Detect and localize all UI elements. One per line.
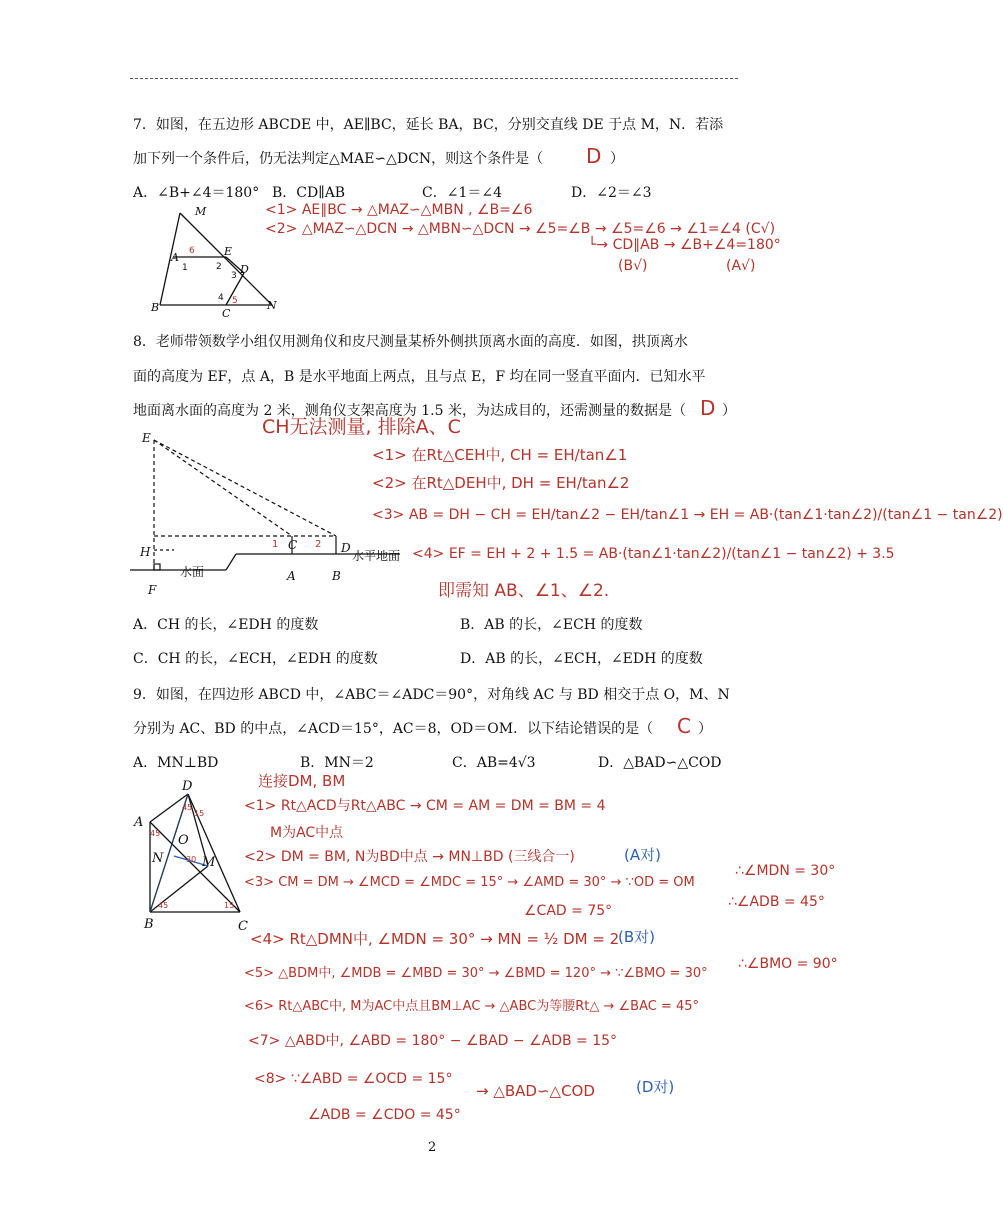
q9-label-c: C (238, 919, 248, 934)
q9-note-0: 连接DM, BM (258, 772, 346, 790)
q9-note-2: M为AC中点 (270, 825, 344, 841)
q8-stem-close: ） (722, 403, 736, 419)
q7-angle-5: 5 (232, 296, 238, 306)
q9-note-4: (A对) (624, 846, 661, 864)
q7-option-c: C．∠1＝∠4 (422, 185, 502, 201)
q9-note-16: ∠ADB = ∠CDO = 45° (308, 1107, 461, 1123)
q9-note-8: ∴∠ADB = 45° (728, 894, 825, 910)
q9-option-c: C．AB=4√3 (452, 755, 536, 771)
q7-option-d: D．∠2＝∠3 (571, 185, 652, 201)
q9-note-3: <2> DM = BM, N为BD中点 → MN⊥BD (三线合一) (244, 849, 575, 865)
q7-stem-line2: 加下列一个条件后，仍无法判定△MAE∽△DCN，则这个条件是（ (133, 151, 544, 167)
q8-label-h: H (140, 545, 151, 559)
q9-note-17: → △BAD∽△COD (476, 1082, 595, 1100)
q9-note-14: <7> △ABD中, ∠ABD = 180° − ∠BAD − ∠ADB = 15° (248, 1033, 618, 1049)
q8-option-c: C．CH 的长，∠ECH，∠EDH 的度数 (133, 651, 378, 667)
q7-option-b: B．CD∥AB (272, 185, 346, 201)
q8-note-4: <4> EF = EH + 2 + 1.5 = AB·(tan∠1·tan∠2)/(tan∠1 − tan∠2) + 3.5 (412, 546, 895, 562)
q8-label-d: D (341, 541, 351, 555)
q9-angle-45-top: 45 (182, 803, 193, 812)
q8-angle-1: 1 (272, 539, 279, 550)
q9-note-6: ∴∠MDN = 30° (735, 863, 836, 879)
q8-stem-line3: 地面离水面的高度为 2 米，测角仪支架高度为 1.5 米，为达成目的，还需测量的数据是（ (133, 403, 686, 419)
q7-angle-6: 6 (189, 246, 195, 256)
q8-option-d: D．AB 的长，∠ECH，∠EDH 的度数 (460, 651, 703, 667)
q9-stem-close: ） (698, 721, 712, 737)
q8-note-1: <1> 在Rt△CEH中, CH = EH/tan∠1 (372, 446, 628, 464)
q7-label-m: M (195, 205, 207, 218)
q9-note-7: ∠CAD = 75° (524, 903, 613, 919)
q7-stem-line1: 7．如图，在五边形 ABCDE 中，AE∥BC，延长 BA，BC，分别交直线 DE 于点 M，N．若添 (133, 117, 724, 133)
q7-note-5: (A√) (726, 258, 756, 274)
q9-stem-line1: 9．如图，在四边形 ABCD 中，∠ABC＝∠ADC＝90°，对角线 AC 与 BD 相交于点 O，M、N (133, 687, 730, 703)
q9-angle-45-left: 45 (150, 829, 161, 838)
q8-note-3: <3> AB = DH − CH = EH/tan∠2 − EH/tan∠1 → EH = AB·(tan∠1·tan∠2)/(tan∠1 − tan∠2) (372, 507, 1003, 523)
q9-label-d: D (182, 779, 193, 794)
q7-label-n: N (267, 299, 277, 312)
q8-label-c: C (288, 538, 298, 552)
q9-label-o: O (178, 833, 189, 848)
q9-label-b: B (144, 917, 154, 932)
q7-angle-1: 1 (182, 263, 188, 273)
page-number: 2 (428, 1140, 437, 1155)
q7-angle-4: 4 (218, 293, 224, 303)
q9-note-1: <1> Rt△ACD与Rt△ABC → CM = AM = DM = BM = 4 (244, 798, 606, 814)
q9-note-11: <5> △BDM中, ∠MDB = ∠MBD = 30° → ∠BMD = 120° → ∵∠BMO = 30° (244, 966, 708, 981)
q9-angle-15-top: 15 (194, 809, 205, 818)
q7-stem-close: ） (610, 151, 624, 167)
q8-water-label: 水面 (180, 565, 205, 579)
q9-option-d: D．△BAD∽△COD (598, 755, 722, 771)
q9-note-18: (D对) (636, 1078, 675, 1096)
q9-angle-15-right: 15 (224, 901, 235, 910)
q7-note-3: └→ CD∥AB → ∠B+∠4=180° (588, 237, 781, 253)
q8-label-b: B (332, 569, 341, 583)
q8-label-f: F (148, 583, 157, 597)
q8-note-0: CH无法测量, 排除A、C (262, 416, 461, 438)
q7-note-1: <1> AE∥BC → △MAZ∽△MBN , ∠B=∠6 (265, 202, 533, 218)
q9-note-15: <8> ∵∠ABD = ∠OCD = 15° (254, 1071, 453, 1087)
q8-note-2: <2> 在Rt△DEH中, DH = EH/tan∠2 (372, 474, 630, 492)
q9-figure (130, 778, 260, 938)
q8-option-b: B．AB 的长，∠ECH 的度数 (460, 617, 643, 633)
q7-note-2: <2> △MAZ∽△DCN → △MBN∽△DCN → ∠5=∠B → ∠5=∠6 → ∠1=∠4 (C√) (265, 221, 776, 237)
q7-option-a: A．∠B+∠4＝180° (133, 185, 260, 201)
q9-angle-45-bottom: 45 (158, 901, 169, 910)
q8-answer-mark: D (700, 396, 716, 420)
q7-answer-mark: D (586, 144, 602, 168)
q9-answer-mark: C (677, 714, 691, 738)
q8-note-5: 即需知 AB、∠1、∠2. (438, 581, 610, 601)
q8-angle-2: 2 (315, 539, 322, 550)
q9-label-a: A (134, 815, 144, 830)
q9-note-5: <3> CM = DM → ∠MCD = ∠MDC = 15° → ∠AMD = 30° → ∵OD = OM (244, 875, 695, 890)
q7-label-d: D (240, 263, 249, 276)
q8-label-a: A (287, 569, 296, 583)
q7-angle-2: 2 (216, 262, 222, 272)
q7-note-4: (B√) (618, 258, 648, 274)
q9-stem-line2: 分别为 AC、BD 的中点，∠ACD＝15°，AC＝8，OD＝OM．以下结论错误的是（ (133, 721, 654, 737)
q8-option-a: A．CH 的长，∠EDH 的度数 (133, 617, 319, 633)
q8-stem-line2: 面的高度为 EF，点 A，B 是水平地面上两点，且与点 E，F 均在同一竖直平面内．已知水平 (133, 369, 706, 385)
q8-label-e: E (142, 431, 151, 445)
q9-option-a: A．MN⊥BD (133, 755, 219, 771)
q9-note-9: <4> Rt△DMN中, ∠MDN = 30° → MN = ½ DM = 2 (250, 930, 620, 948)
q9-note-12: ∴∠BMO = 90° (738, 956, 838, 972)
q9-note-13: <6> Rt△ABC中, M为AC中点且BM⊥AC → △ABC为等腰Rt△ → ∠BAC = 45° (244, 999, 700, 1014)
q9-option-b: B．MN＝2 (300, 755, 374, 771)
header-rule (130, 78, 738, 79)
q7-label-a: A (171, 251, 179, 264)
q7-label-c: C (222, 307, 231, 320)
q7-label-e: E (224, 245, 233, 258)
q8-stem-line1: 8．老师带领数学小组仅用测角仪和皮尺测量某桥外侧拱顶离水面的高度．如图，拱顶离水 (133, 334, 688, 350)
q8-ground-label: 水平地面 (352, 549, 401, 563)
q9-note-10: (B对) (618, 928, 655, 946)
q9-angle-30: 30 (186, 855, 197, 864)
q7-label-b: B (151, 301, 160, 314)
q7-angle-3: 3 (231, 271, 237, 281)
q9-label-n: N (152, 851, 164, 866)
q9-label-m: M (202, 855, 216, 870)
